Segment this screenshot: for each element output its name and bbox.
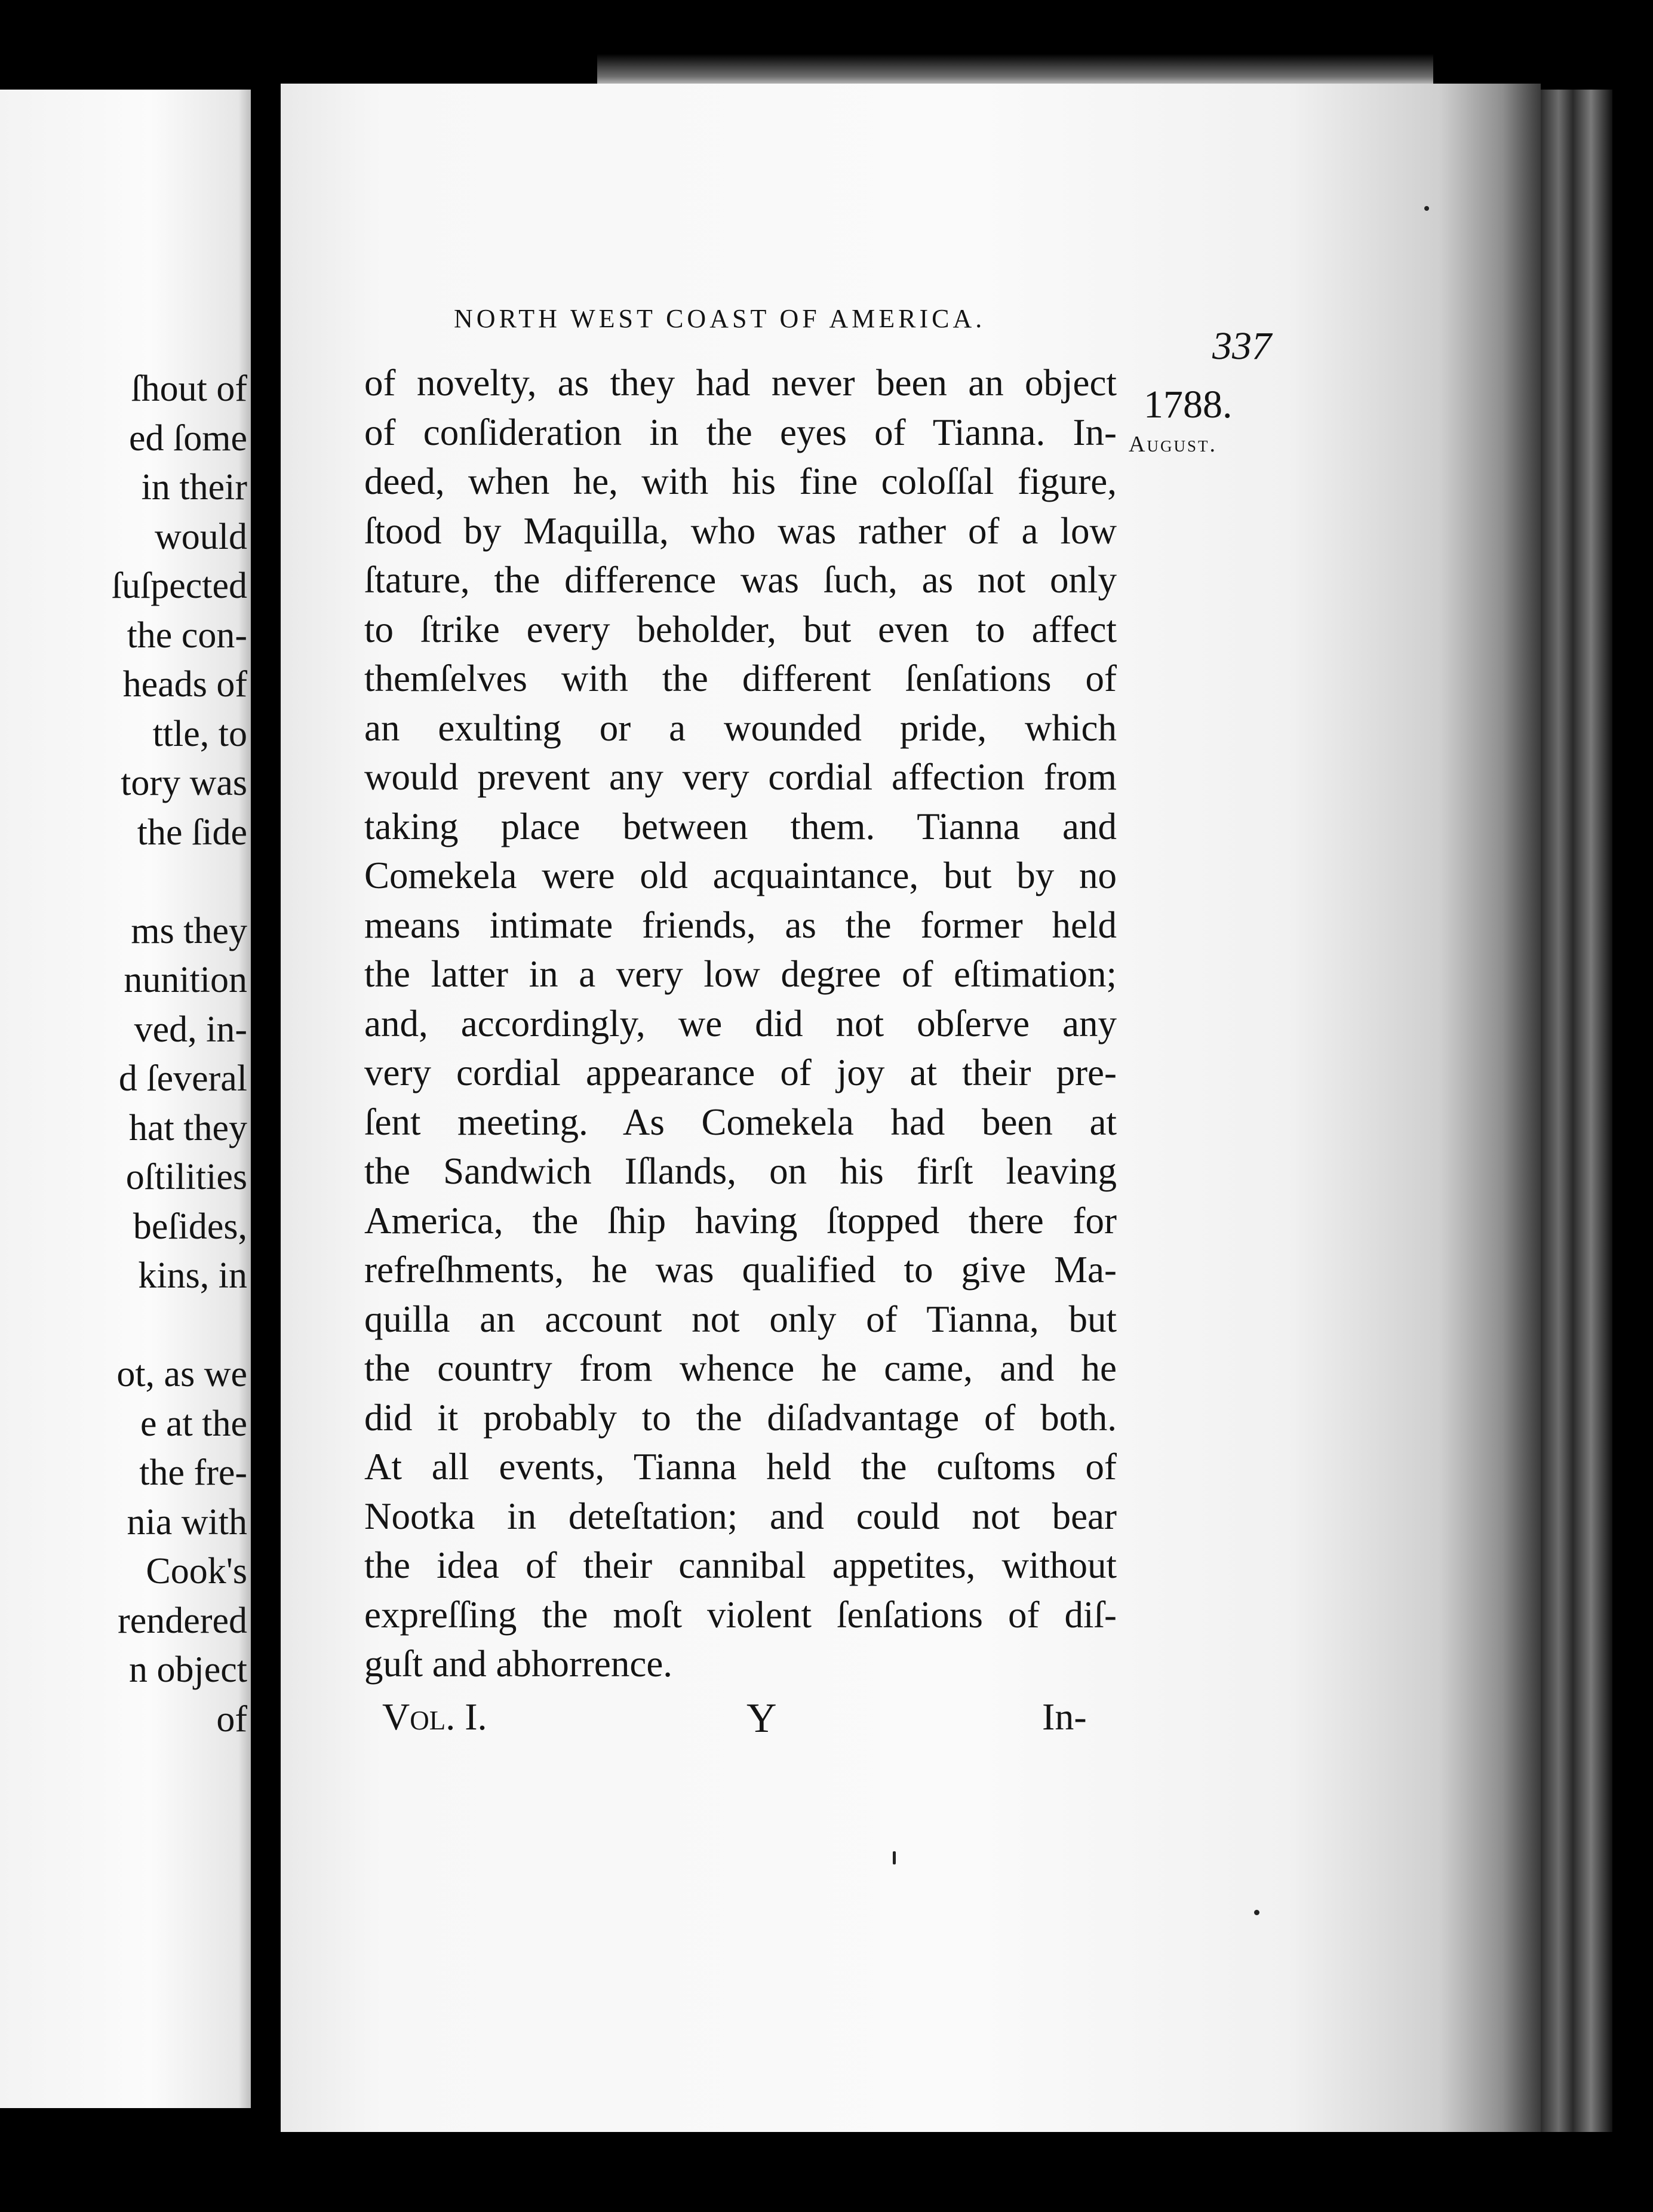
text-line: of novelty, as they had never been an object	[364, 362, 1117, 404]
facing-page-line: of	[216, 1698, 247, 1740]
facing-page-line: Cook's	[146, 1551, 247, 1592]
running-head: NORTH WEST COAST OF AMERICA.	[454, 304, 986, 333]
facing-page-line: n object	[129, 1649, 247, 1690]
text-line: to ſtrike every beholder, but even to affect	[364, 608, 1117, 650]
facing-page-line: nia with	[127, 1501, 247, 1543]
facing-page-line: ms they	[131, 910, 247, 951]
facing-page-line: d ſeveral	[118, 1058, 247, 1099]
facing-page-line: tory was	[121, 763, 247, 803]
text-line: quilla an account not only of Tianna, but	[364, 1298, 1117, 1340]
facing-page-line: hat they	[129, 1107, 247, 1148]
facing-page-line: beſides,	[133, 1206, 247, 1247]
text-line: expreſſing the moſt violent ſenſations of diſ-	[364, 1593, 1117, 1636]
facing-page-line: e at the	[140, 1403, 247, 1444]
book-gutter	[251, 72, 281, 2126]
paper-blemish	[1424, 206, 1429, 211]
text-line: Nootka in deteſtation; and could not bear	[364, 1495, 1117, 1537]
margin-note-year: 1788.	[1144, 383, 1233, 426]
page-fore-edge	[1541, 90, 1612, 2132]
facing-page-line: ſhout of	[131, 368, 247, 409]
text-line: Comekela were old acquaintance, but by no	[364, 855, 1117, 896]
facing-page-line: heads of	[122, 664, 247, 705]
facing-page-line: ttle, to	[152, 713, 247, 754]
text-line: an exulting or a wounded pride, which	[364, 706, 1117, 749]
text-line: guſt and abhorrence.	[364, 1643, 673, 1685]
text-line: America, the ſhip having ſtopped there for	[364, 1199, 1117, 1242]
text-line: ſtood by Maquilla, who was rather of a low	[364, 509, 1117, 552]
facing-page-line: ved, in-	[134, 1009, 247, 1050]
text-line: of conſideration in the eyes of Tianna. In-	[364, 411, 1117, 453]
text-line: the latter in a very low degree of eſtimation;	[364, 953, 1117, 995]
text-line: very cordial appearance of joy at their pre-	[364, 1052, 1117, 1093]
text-line: deed, when he, with his fine coloſſal figure,	[364, 460, 1117, 502]
text-line: themſelves with the different ſenſations of	[364, 658, 1117, 699]
facing-page-line: ot, as we	[116, 1354, 247, 1394]
text-line: the country from whence he came, and he	[364, 1347, 1117, 1389]
text-line: and, accordingly, we did not obſerve any	[364, 1002, 1117, 1044]
text-line: means intimate friends, as the former held	[364, 904, 1117, 946]
catchword: In-	[1042, 1695, 1087, 1738]
facing-page-line: the con-	[127, 615, 247, 656]
text-line: taking place between them. Tianna and	[364, 805, 1117, 847]
text-line: ſtature, the difference was ſuch, as not only	[364, 559, 1117, 601]
text-line: did it probably to the diſadvantage of both.	[364, 1396, 1117, 1439]
facing-page-line: in their	[141, 467, 247, 508]
facing-page-left	[0, 90, 251, 2108]
facing-page-line: kins, in	[138, 1255, 247, 1296]
facing-page-line: ſuſpected	[111, 566, 247, 606]
facing-page-line: the ſide	[137, 812, 247, 853]
text-line: refreſhments, he was qualified to give Ma-	[364, 1249, 1117, 1291]
page-top-edge	[597, 54, 1433, 87]
page-number: 337	[1212, 324, 1271, 368]
facing-page-line: nunition	[124, 960, 247, 1000]
facing-page-line: ed ſome	[129, 417, 247, 459]
body-text	[364, 358, 1117, 1689]
text-line: At all events, Tianna held the cuſtoms of	[364, 1446, 1117, 1488]
facing-page-line: would	[155, 516, 247, 557]
text-line: would prevent any very cordial affection from	[364, 756, 1117, 798]
signature-mark: Y	[746, 1695, 777, 1741]
text-line: ſent meeting. As Comekela had been at	[364, 1101, 1117, 1143]
facing-page-line: rendered	[118, 1600, 247, 1641]
text-line: the Sandwich Iſlands, on his firſt leaving	[364, 1150, 1117, 1192]
volume-label: Vol. I.	[382, 1695, 487, 1738]
text-line: the idea of their cannibal appetites, without	[364, 1544, 1117, 1586]
paper-blemish	[1254, 1910, 1259, 1915]
facing-page-line: the fre-	[139, 1452, 247, 1493]
margin-note-month: August.	[1129, 432, 1217, 457]
facing-page-line: oſtilities	[125, 1157, 247, 1197]
paper-blemish	[893, 1851, 896, 1864]
